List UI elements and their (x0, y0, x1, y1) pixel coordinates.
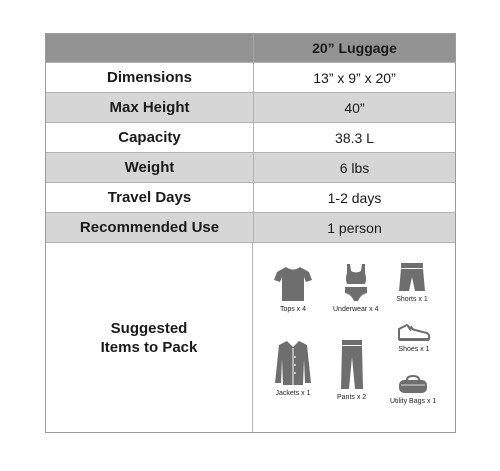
item-caption: Utility Bags x 1 (390, 397, 437, 405)
shorts-icon (396, 261, 428, 293)
pack-item-jackets (273, 339, 313, 397)
underwear-icon (339, 263, 373, 303)
header-left-cell (46, 34, 254, 62)
row-label: Capacity (46, 123, 254, 152)
row-label: Travel Days (46, 183, 254, 212)
item-caption: Tops x 4 (279, 305, 307, 313)
pack-items-cell (253, 243, 455, 432)
pack-label (46, 243, 253, 432)
row-value: 40” (344, 99, 365, 116)
row-value: 1-2 days (327, 189, 382, 206)
pack-item-utility-bags (390, 375, 436, 405)
item-caption: Shorts x 1 (396, 295, 428, 303)
header-title: 20” Luggage (312, 40, 397, 56)
pack-item-shoes (397, 323, 431, 353)
tshirt-icon (273, 265, 313, 303)
table-row-recommended-use (46, 212, 455, 242)
item-caption: Jackets x 1 (275, 389, 311, 397)
jacket-icon (273, 339, 313, 387)
pack-item-shorts (396, 261, 428, 303)
row-value: 38.3 L (335, 129, 374, 146)
pack-label-line2: Items to Pack (100, 338, 198, 356)
pack-item-tops (273, 265, 313, 313)
luggage-spec-table (45, 33, 456, 433)
item-caption: Shoes x 1 (398, 345, 430, 353)
shoe-icon (397, 323, 431, 343)
item-caption: Underwear x 4 (333, 305, 379, 313)
table-header-row (46, 34, 455, 62)
pack-items-grid (253, 243, 455, 433)
row-value: 6 lbs (339, 159, 370, 176)
pack-item-underwear (333, 263, 379, 313)
pack-label-line1: Suggested (110, 319, 188, 337)
table-row-travel-days (46, 182, 455, 212)
item-caption: Pants x 2 (337, 393, 367, 401)
row-value: 1 person (327, 219, 382, 236)
row-label: Max Height (46, 93, 254, 122)
table-row-weight (46, 152, 455, 182)
table-row-suggested-items (46, 242, 455, 432)
row-label: Weight (46, 153, 254, 182)
pants-icon (338, 339, 366, 391)
bag-icon (396, 375, 430, 395)
row-label: Dimensions (46, 63, 254, 92)
row-label: Recommended Use (46, 213, 254, 242)
pack-item-pants (337, 339, 366, 401)
table-row-capacity (46, 122, 455, 152)
table-row-max-height (46, 92, 455, 122)
row-value: 13” x 9” x 20” (313, 69, 396, 86)
table-row-dimensions (46, 62, 455, 92)
